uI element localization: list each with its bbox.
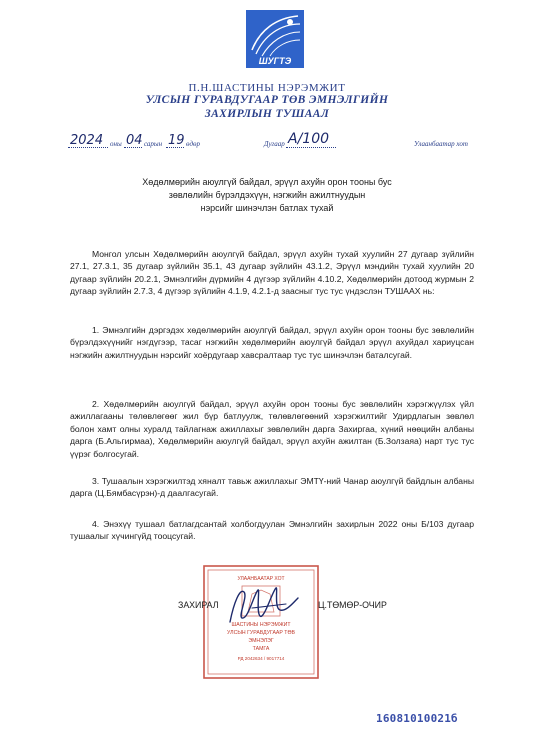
stamp-line1: ШАСТИНЫ НЭРЭМЖИТ [231, 622, 291, 628]
handwritten-signature [224, 582, 302, 628]
paragraph-1: 1. Эмнэлгийн дэргэдэх хөдөлмөрийн аюулгүй байдал, эрүүл ахуйн орон тооны бус зөвлөлийн бүрэлдэхүүнийг нэгдүгээр, тасаг нэгжийн хөдөлмөрийн аюулгүй байдал эрүүл ахуйдал хариуцсан нэгжийн ажилтнуудын нэрсийг хоёрдугаар хавсралтаар тус тус шинэчлэн баталсугай. [70, 325, 474, 360]
number-label: Дугаар [264, 140, 285, 148]
month-line [124, 147, 142, 148]
org-name-line1: П.Н.ШАСТИНЫ НЭРЭМЖИТ [188, 82, 346, 94]
stamp-line5: РД 2042634 / 9017714 [237, 656, 285, 661]
org-name-line2: УЛСЫН ГУРАВДУГААР ТӨВ ЭМНЭЛГИЙН [145, 94, 389, 106]
city: Улаанбаатар хот [414, 140, 468, 148]
stamp-top: УЛААНБААТАР ХОТ [237, 576, 285, 582]
paragraph-3: 3. Тушаалын хэрэгжилтэд хяналт тавьж ажиллахыг ЭМТҮ-ний Чанар аюулгүй байдлын албаны дарга (Ц.Бямбасүрэн)-д даалгасугай. [70, 476, 474, 499]
serial-number: 16081010021б [376, 712, 458, 725]
year-suffix: оны [110, 140, 122, 148]
year-line [68, 147, 108, 148]
day-line [166, 147, 184, 148]
paragraph-4: 4. Энэхүү тушаал батлагдсантай холбогдуулан Эмнэлгийн захирлын 2022 оны Б/103 дугаар тушаалыг хүчингүйд тооцсугай. [70, 519, 474, 542]
order-number: А/100 [288, 131, 330, 147]
logo-text: ШУГТЭ [258, 56, 292, 66]
month-suffix: сарын [144, 140, 163, 148]
intro-paragraph: Монгол улсын Хөдөлмөрийн аюулгүй байдал, эрүүл ахуйн тухай хуулийн 27 дугаар зүйлийн 27.1, 27.3.1, 35 дугаар зүйлийн 35.1, 43 дугаар зүйлийн 43.1.2, Эрүүл мэндийн тухай хуулийн 20 дугаар зүйлийн 20.2.1, Эмнэлгийн дүрмийн 4 дүгээр зүйлийн 4.10.2, Хөдөлмөрийн дотоод журмын 2 дугаар зүйлийн 2.7.3, 4 дүгээр зүйлийн 4.1.9, 4.2.1-д заасныг тус тус үндэслэн ТУШААХ нь: [70, 249, 474, 297]
stamp-line4: ТАМГА [252, 646, 270, 652]
number-line [286, 147, 336, 148]
stamp-line2: УЛСЫН ГУРАВДУГААР ТӨВ [227, 630, 295, 636]
date-day: 19 [168, 133, 185, 148]
hospital-logo [246, 10, 304, 68]
date-year: 2024 [70, 133, 104, 148]
subject-line1: Хөдөлмөрийн аюулгүй байдал, эрүүл ахуйн орон тооны бус [142, 177, 392, 187]
signatory-name: Ц.ТӨМӨР-ОЧИР [318, 600, 387, 610]
signatory-title: ЗАХИРАЛ [178, 600, 219, 610]
subject-line3: нэрсийг шинэчлэн батлах тухай [200, 203, 334, 213]
day-suffix: өдөр [186, 140, 201, 148]
paragraph-2: 2. Хөдөлмөрийн аюулгүй байдал, эрүүл ахуйн орон тооны бус зөвлөлийн хэрэгжүүлэх үйл ажиллагааны төлөвлөгөөг жил бүр батлуулж, төлөвлөгөөний хэрэгжилтийг Удирдлагын зөвлөл болон хамт олны хуралд тайлагнаж ажиллахыг зөвлөлийн дарга Захиргаа, хүний нөөцийн албаны дарга (Б.Альгирмаа), Хөдөлмөрийн аюулгүй байдал, эрүүл ахуйн ажилтан (Б.Золзаяа) нарт тус тус үүрэг болгосугай. [70, 399, 474, 459]
date-month: 04 [126, 133, 143, 148]
stamp-line3: ЭМНЭЛЭГ [248, 638, 274, 644]
document-title: ЗАХИРЛЫН ТУШААЛ [204, 108, 330, 120]
subject-line2: зөвлөлийн бүрэлдэхүүн, нэгжийн ажилтнуудын [168, 190, 366, 200]
